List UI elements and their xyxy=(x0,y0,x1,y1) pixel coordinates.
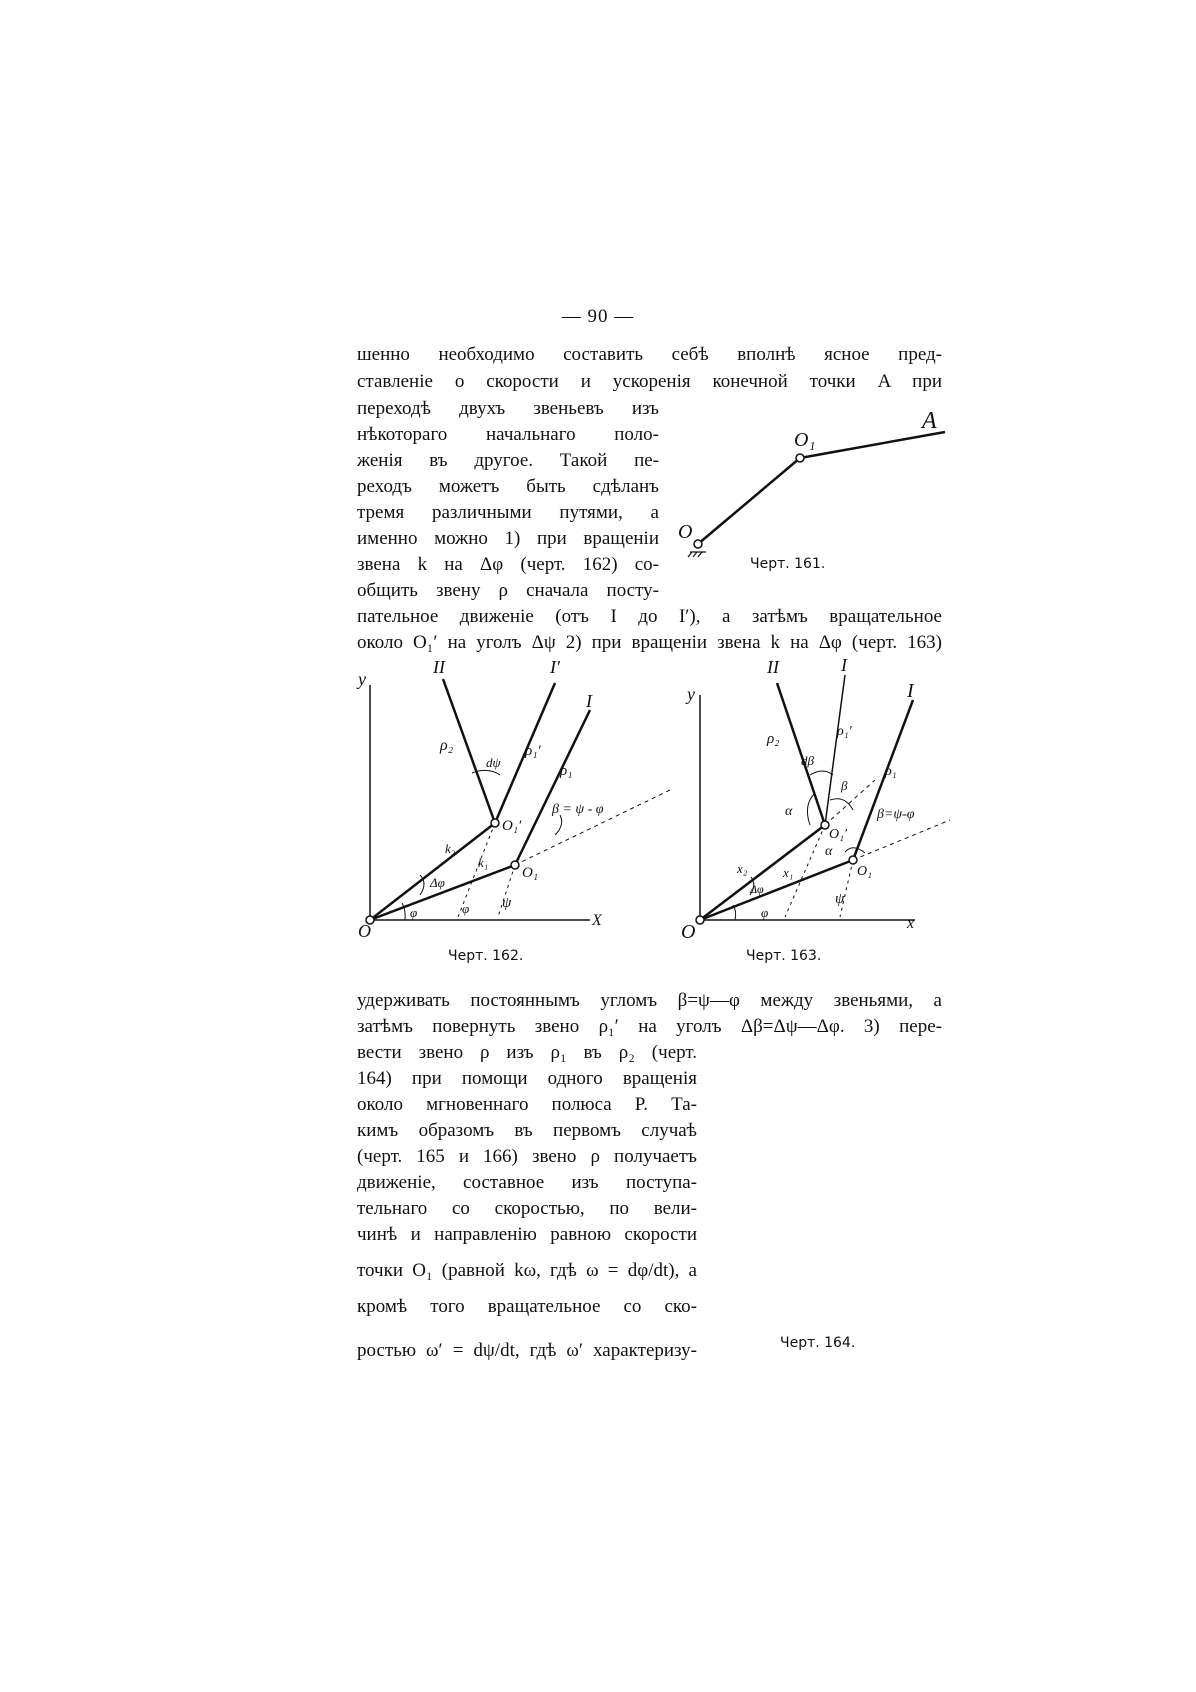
label-dphi: Δφ xyxy=(430,875,445,890)
text-line: вести звено ρ изъ ρ₁ въ ρ₂ (черт. xyxy=(357,1042,697,1063)
label-O1: O₁ xyxy=(522,865,539,881)
label-phi: φ xyxy=(761,905,769,920)
label-k2: x₂ xyxy=(737,861,748,876)
label-psi: ψ xyxy=(835,891,845,907)
label-O: O xyxy=(358,921,371,941)
label-O1p: O₁′ xyxy=(829,827,848,842)
label-beta: β xyxy=(841,778,848,793)
label-x: X xyxy=(592,912,602,929)
label-O: O xyxy=(678,521,693,543)
text-line: удерживать постояннымъ угломъ β=ψ—φ между звеньями, а xyxy=(357,990,942,1011)
text-line: общить звену ρ сначала посту- xyxy=(357,580,659,601)
label-dpsi: dψ xyxy=(486,755,501,770)
label-I-top: I xyxy=(841,655,847,675)
label-phi2: φ xyxy=(462,901,470,916)
label-O1: O₁ xyxy=(857,864,872,879)
label-II: II xyxy=(767,657,779,677)
label-k1: k₁ xyxy=(478,855,489,870)
text-line: около мгновеннаго полюса P. Та- xyxy=(357,1094,697,1115)
label-O1: O₁ xyxy=(794,429,816,451)
label-II: II xyxy=(433,657,445,677)
text-line: (черт. 165 и 166) звено ρ получаетъ xyxy=(357,1146,697,1167)
label-A: A xyxy=(922,408,937,434)
text-line: ставленіе о скорости и ускоренія конечной точки A при xyxy=(357,371,942,392)
label-dphi: Δφ xyxy=(750,882,764,896)
label-alpha1: α xyxy=(785,804,793,819)
label-k1: x₁ xyxy=(783,865,794,880)
figure-162 xyxy=(350,655,680,941)
label-dbeta: dβ xyxy=(801,753,814,768)
text-line: именно можно 1) при вращеніи xyxy=(357,528,659,549)
label-O: O xyxy=(681,921,696,943)
text-line: тремя различными путями, а xyxy=(357,502,659,523)
label-beta: β = ψ - φ xyxy=(552,802,604,817)
label-O1p: O₁′ xyxy=(502,818,522,834)
text-line: реходъ можетъ быть сдѣланъ xyxy=(357,476,659,497)
label-alpha2: α xyxy=(825,844,833,859)
text-line: переходѣ двухъ звеньевъ изъ xyxy=(357,398,659,419)
label-beta-eq: β=ψ-φ xyxy=(877,807,915,822)
text-line: движеніе, составное изъ поступа- xyxy=(357,1172,697,1193)
label-I: I xyxy=(586,691,592,711)
label-I: I xyxy=(907,680,914,702)
text-line: тельнаго со скоростью, по вели- xyxy=(357,1198,697,1219)
text-line: кромѣ того вращательное со ско- xyxy=(357,1296,697,1317)
label-k2: k₂ xyxy=(445,841,456,856)
text-line: затѣмъ повернуть звено ρ₁′ на уголъ Δβ=Δψ—Δφ. 3) пере- xyxy=(357,1016,942,1037)
text-line: женія въ другое. Такой пе- xyxy=(357,450,659,471)
text-line: нѣкотораго начальнаго поло- xyxy=(357,424,659,445)
label-y: y xyxy=(358,669,366,689)
label-x: x xyxy=(907,915,915,932)
figure-161 xyxy=(660,400,960,580)
figure-163 xyxy=(675,655,955,945)
caption-164: Черт. 164. xyxy=(780,1335,856,1351)
page-number: — 90 — xyxy=(561,306,635,327)
text-line: кимъ образомъ въ первомъ случаѣ xyxy=(357,1120,697,1141)
label-rho1: ρ₁ xyxy=(560,763,573,779)
text-line: звена k на Δφ (черт. 162) со- xyxy=(357,554,659,575)
label-rho2: ρ₂ xyxy=(440,737,454,754)
label-phi1: φ xyxy=(410,905,418,920)
caption-163: Черт. 163. xyxy=(746,948,822,964)
label-I-prime: I′ xyxy=(550,657,560,677)
text-line: чинѣ и направленію равною скорости xyxy=(357,1224,697,1245)
text-line: 164) при помощи одного вращенія xyxy=(357,1068,697,1089)
text-line: шенно необходимо составить себѣ вполнѣ ясное пред- xyxy=(357,344,942,365)
label-rho1p: ρ₁′ xyxy=(837,724,852,739)
label-rho1: ρ₁ xyxy=(885,764,897,779)
label-psi: ψ xyxy=(502,895,512,911)
label-y: y xyxy=(687,684,695,704)
label-rho2: ρ₂ xyxy=(767,731,780,747)
formula-line: ростью ω′ = dψ/dt, гдѣ ω′ характеризу- xyxy=(357,1340,697,1361)
formula-line: точки O₁ (равной kω, гдѣ ω = dφ/dt), а xyxy=(357,1260,697,1281)
text-line: пательное движеніе (отъ I до I′), а затѣмъ вращательное xyxy=(357,606,942,627)
label-rho1p: ρ₁′ xyxy=(525,743,541,759)
caption-161: Черт. 161. xyxy=(750,556,826,572)
caption-162: Черт. 162. xyxy=(448,948,524,964)
text-line: около O₁′ на уголъ Δψ 2) при вращеніи звена k на Δφ (черт. 163) xyxy=(357,632,942,653)
